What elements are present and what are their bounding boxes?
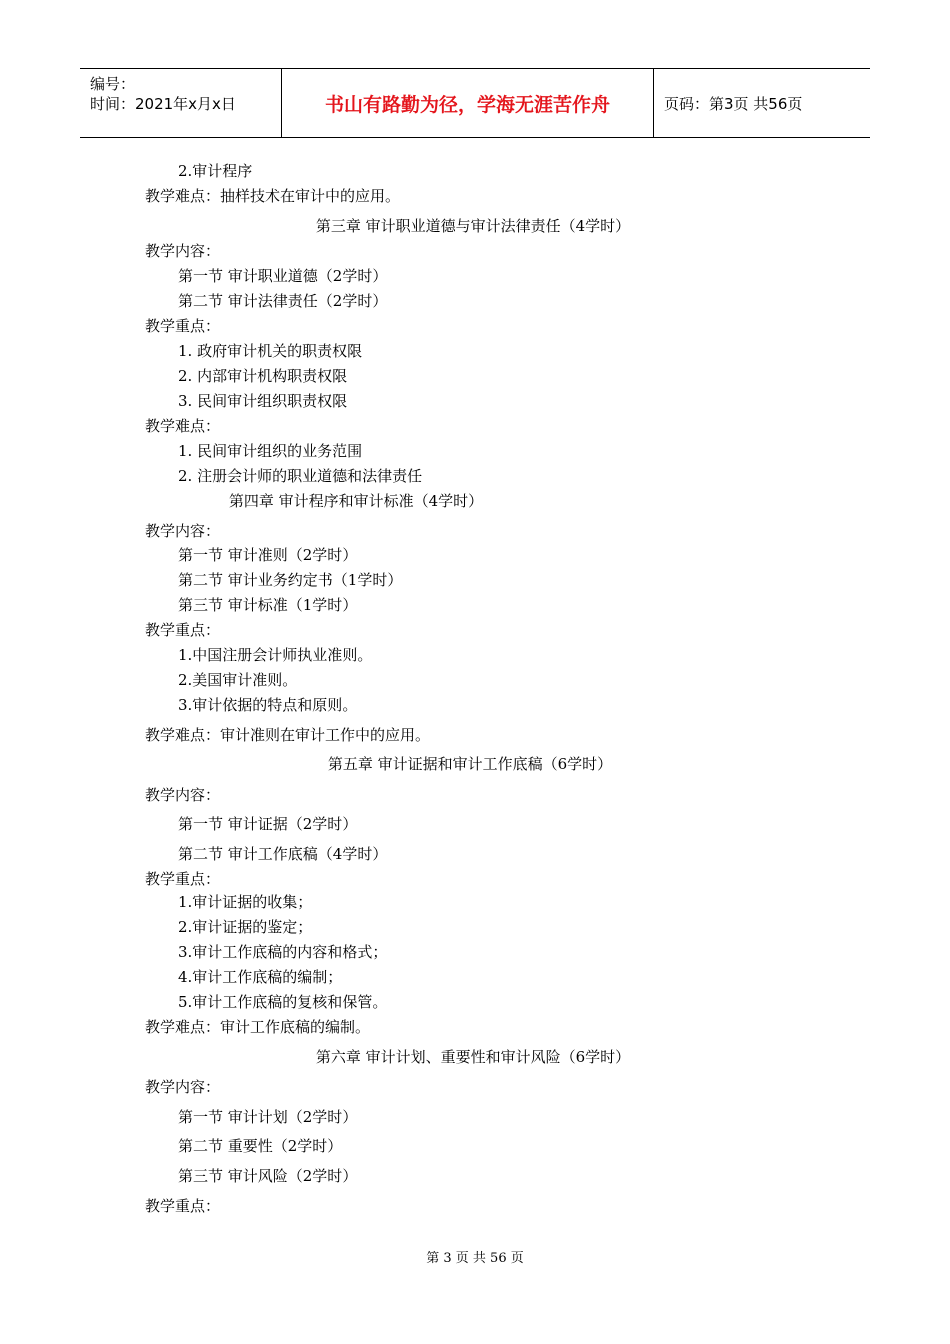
chapter-heading: 第五章 审计证据和审计工作底稿（6学时）	[327, 755, 613, 773]
text-line: 教学重点：	[145, 317, 221, 335]
text-line: 教学内容：	[145, 786, 221, 804]
text-line: 1. 政府审计机关的职责权限	[178, 342, 363, 360]
text-line: 第一节 审计职业道德（2学时）	[178, 267, 388, 285]
text-line: 2. 内部审计机构职责权限	[178, 367, 348, 385]
text-line: 教学重点：	[145, 621, 221, 639]
text-line: 第二节 重要性（2学时）	[178, 1137, 343, 1155]
text-line: 第一节 审计计划（2学时）	[178, 1108, 358, 1126]
text-line: 教学内容：	[145, 1078, 221, 1096]
header-page-number: 页码：第3页 共56页	[664, 94, 803, 113]
text-line: 1.审计证据的收集；	[178, 893, 313, 911]
text-line: 教学难点：审计准则在审计工作中的应用。	[145, 726, 431, 744]
page-footer: 第 3 页 共 56 页	[426, 1251, 524, 1266]
text-line: 教学难点：抽样技术在审计中的应用。	[145, 187, 401, 205]
text-line: 第三节 审计标准（1学时）	[178, 596, 358, 614]
text-line: 2.美国审计准则。	[178, 671, 298, 689]
text-line: 第二节 审计业务约定书（1学时）	[178, 571, 403, 589]
document-number-label: 编号：	[90, 75, 136, 93]
text-line: 教学难点：审计工作底稿的编制。	[145, 1018, 371, 1036]
text-line: 教学内容：	[145, 242, 221, 260]
text-line: 第三节 审计风险（2学时）	[178, 1167, 358, 1185]
text-line: 5.审计工作底稿的复核和保管。	[178, 993, 388, 1011]
text-line: 2.审计证据的鉴定；	[178, 918, 313, 936]
text-line: 3. 民间审计组织职责权限	[178, 392, 348, 410]
text-line: 1.中国注册会计师执业准则。	[178, 646, 373, 664]
header-motto: 书山有路勤为径，学海无涯苦作舟	[282, 69, 654, 137]
text-line: 3.审计依据的特点和原则。	[178, 696, 358, 714]
text-line: 教学重点：	[145, 1197, 221, 1215]
document-time-label: 时间：2021年x月x日	[90, 95, 236, 113]
header-left-cell	[80, 69, 282, 137]
text-line: 1. 民间审计组织的业务范围	[178, 442, 363, 460]
text-line: 教学重点：	[145, 870, 221, 888]
text-line: 教学内容：	[145, 522, 221, 540]
text-line: 第二节 审计工作底稿（4学时）	[178, 845, 388, 863]
chapter-heading: 第三章 审计职业道德与审计法律责任（4学时）	[315, 217, 631, 235]
text-line: 第一节 审计准则（2学时）	[178, 546, 358, 564]
text-line: 2. 注册会计师的职业道德和法律责任	[178, 467, 423, 485]
chapter-heading: 第六章 审计计划、重要性和审计风险（6学时）	[315, 1048, 631, 1066]
chapter-heading: 第四章 审计程序和审计标准（4学时）	[228, 492, 484, 510]
text-line: 第一节 审计证据（2学时）	[178, 815, 358, 833]
page-header	[80, 68, 870, 138]
text-line: 第二节 审计法律责任（2学时）	[178, 292, 388, 310]
text-line: 教学难点：	[145, 417, 221, 435]
text-line: 3.审计工作底稿的内容和格式；	[178, 943, 388, 961]
text-line: 2.审计程序	[178, 162, 253, 180]
text-line: 4.审计工作底稿的编制；	[178, 968, 343, 986]
